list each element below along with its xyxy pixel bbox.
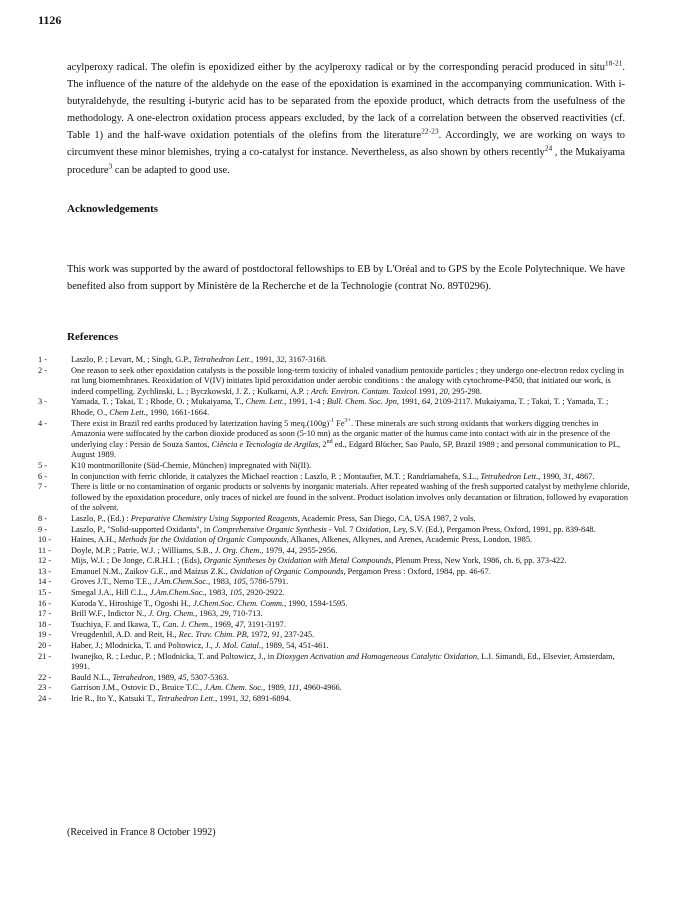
- text-run: There is little or no contamination of organic products or solvents by inorganic materials. After repeated washing of the fresh supported catalyst by methylene chloride, followed by the epoxidation procedure, only traces of nickel are found in the solvent. Product isolation involves only decantation or filtration, followed by evaporation of the solvent.: [71, 482, 630, 513]
- reference-number: 24 -: [38, 694, 52, 703]
- reference-text: [71, 472, 634, 483]
- reference-item: [38, 577, 634, 588]
- text-run: . These minerals are such strong oxidants that workers digging trenches in Amazonia were suffocated by the carbon dioxide produced as soon (5-10 mn) as the organic matter of the humus came into contact with air in the presence of the underlying clay : Persio de Souza Santos,: [71, 418, 611, 449]
- text-run: 1990, 1594-1595.: [286, 598, 348, 608]
- text-run: In conjunction with ferric chloride, it catalyzes the Michael reaction : Laszlo, P. ; Montaufier, M.T. ; Randriamahefa, S.L.,: [71, 471, 481, 481]
- reference-number: 17 -: [38, 609, 52, 619]
- reference-item: [38, 694, 634, 705]
- reference-item: [38, 620, 634, 631]
- italic-run: 31,: [563, 471, 574, 481]
- italic-run: Chem Lett.,: [109, 407, 148, 417]
- text-run: 1990, 1661-1664.: [147, 407, 210, 417]
- text-run: 1969,: [212, 619, 236, 629]
- reference-item: [38, 397, 634, 418]
- italic-run: 44,: [286, 545, 297, 555]
- text-run: ed., Edgard Blücher, Sao Paulo, SP, Brazil 1989 ; and personal communication to PL, August 1989.: [71, 439, 621, 460]
- reference-number: 15 -: [38, 588, 52, 598]
- text-run: One reason to seek other epoxidation catalysts is the possible long-term toxicity of inhaled vanadium pentoxide particles ; they undergo one-electron redox cycling in rat lung biomembranes. Reoxidation of V(IV) initiates lipid peroxidation under aerobic conditions : the analogy with cytochrome-P450, that initiated our work, is indeed compelling. Zychlinski, L. ; Byczkowski, J. Z. ; Kulkarni, A.P. ;: [71, 365, 624, 396]
- reference-item: [38, 652, 634, 673]
- text-run: 1991,: [253, 355, 277, 364]
- reference-text: [71, 461, 634, 472]
- text-run: . The influence of the nature of the aldehyde on the ease of the epoxidation is examined in the accompanying communication. With i-butyraldehyde, the resulting i-butyric acid has to be separated from the epoxide product, which detracts from the usefulness of the methodology. A one-electron oxidation process appears excluded, by the lack of a correlation between the observed reactivities (cf. Table 1) and the half-wave oxidation potentials of the olefins from the literature: [67, 62, 625, 142]
- reference-text: [71, 525, 634, 536]
- italic-run: Arch. Environ. Contam. Toxicol: [310, 386, 417, 396]
- discussion-paragraph: [67, 59, 625, 179]
- superscript: 3: [108, 161, 113, 171]
- text-run: 1991,: [217, 694, 241, 703]
- text-run: 1989,: [265, 683, 289, 693]
- reference-number: 23 -: [38, 683, 52, 693]
- reference-item: [38, 609, 634, 620]
- reference-item: [38, 514, 634, 525]
- reference-text: [71, 683, 634, 694]
- reference-item: [38, 599, 634, 610]
- italic-run: Methods for the Oxidation of Organic Compounds,: [118, 535, 289, 545]
- reference-number: 12 -: [38, 556, 52, 566]
- acknowledgements-text: This work was supported by the award of postdoctoral fellowships to EB by L'Oréal and to GPS by the Ecole Polytechnique. We have benefited also from support by Ministère de la Recherche et de la Technologie (contrat No. 89T0296).: [67, 264, 625, 293]
- text-run: 2955-2956.: [296, 545, 338, 555]
- italic-run: 32,: [276, 355, 287, 364]
- italic-run: 105,: [233, 577, 248, 587]
- text-run: Groves J.T., Nemo T.E.,: [71, 577, 154, 587]
- text-run: 2920-2922.: [244, 588, 285, 598]
- text-run: Brill W.F., Indictor N.,: [71, 609, 149, 619]
- reference-item: [38, 556, 634, 567]
- reference-item: [38, 641, 634, 652]
- reference-text: [71, 577, 634, 588]
- italic-run: J. Org. Chem.,: [148, 609, 198, 619]
- reference-text: [71, 641, 634, 652]
- reference-text: [71, 355, 634, 366]
- text-run: 2109-2117. Mukaiyama, T. ; Takai, T. ; Yamada, T. ; Rhode, O.,: [71, 397, 609, 417]
- text-run: Academic Press, San Diego, CA, USA 1987, 2 vols.: [299, 513, 476, 523]
- italic-run: Ciência e Tecnologia de Argilas,: [211, 439, 321, 449]
- italic-run: Can. J. Chem.,: [162, 619, 213, 629]
- superscript: 18-21: [604, 58, 623, 68]
- reference-number: 21 -: [38, 651, 52, 661]
- reference-text: [71, 567, 634, 578]
- reference-text: [71, 535, 634, 546]
- reference-text: [71, 397, 634, 418]
- italic-run: 20,: [439, 386, 450, 396]
- reference-number: 19 -: [38, 630, 52, 640]
- italic-run: 29,: [220, 609, 231, 619]
- text-run: 1972,: [248, 630, 272, 640]
- text-run: Emanuel N.M., Zaikov G.E., and Maizus Z.K.,: [71, 566, 230, 576]
- italic-run: J.Am.Chem.Soc.,: [153, 577, 211, 587]
- reference-item: [38, 461, 634, 472]
- reference-text: [71, 620, 634, 631]
- text-run: 1983,: [206, 588, 230, 598]
- text-run: 1989,: [155, 672, 179, 682]
- text-run: 3167-3168.: [286, 355, 327, 364]
- reference-text: [71, 366, 634, 398]
- italic-run: Dioxygen Activation and Homogeneous Catalytic Oxidation,: [276, 651, 480, 661]
- text-run: 237-245.: [282, 630, 315, 640]
- text-run: Alkanes, Alkenes, Alkynes, and Arenes, Academic Press, London, 1985.: [288, 535, 533, 545]
- reference-item: [38, 588, 634, 599]
- text-run: 5307-5363.: [188, 672, 229, 682]
- text-run: Haber, J.; Mlodnicka, T. and Poltowicz, J.,: [71, 641, 215, 651]
- reference-text: [71, 514, 634, 525]
- reference-number: 13 -: [38, 566, 52, 576]
- reference-item: [38, 366, 634, 398]
- italic-run: 111,: [288, 683, 302, 693]
- reference-number: 1 -: [38, 355, 48, 364]
- text-run: can be adapted to good use.: [112, 164, 230, 176]
- reference-number: 20 -: [38, 641, 52, 651]
- reference-number: 22 -: [38, 672, 52, 682]
- text-run: Laszlo, P., (Ed.) :: [71, 513, 131, 523]
- italic-run: 45,: [178, 672, 189, 682]
- italic-run: Tetrahedron Lett.,: [193, 355, 254, 364]
- text-run: 1983,: [210, 577, 234, 587]
- text-run: Irie R., Ito Y., Katsuki T.,: [71, 694, 158, 703]
- text-run: 295-298.: [449, 386, 482, 396]
- text-run: 1963,: [197, 609, 221, 619]
- references-heading: References: [67, 331, 119, 343]
- text-run: 710-713.: [230, 609, 263, 619]
- text-run: 2: [320, 439, 327, 449]
- italic-run: 47,: [235, 619, 246, 629]
- text-run: Garrison J.M., Ostovic D., Bruice T.C.,: [71, 683, 205, 693]
- reference-number: 11 -: [38, 545, 51, 555]
- italic-run: J.Chem.Soc. Chem. Comm.,: [193, 598, 287, 608]
- text-run: Pergamon Press : Oxford, 1984, pp. 46-67.: [345, 566, 491, 576]
- superscript: 3+: [344, 417, 351, 424]
- reference-text: [71, 546, 634, 557]
- text-run: Vreugdenhil, A.D. and Reit, H.,: [71, 630, 179, 640]
- reference-text: [71, 673, 634, 684]
- italic-run: Tetrahedron Lett.,: [157, 694, 218, 703]
- text-run: Fe: [334, 418, 345, 428]
- reference-number: 9 -: [38, 524, 48, 534]
- page-number: 1126: [38, 13, 62, 27]
- reference-number: 18 -: [38, 619, 52, 629]
- text-run: There exist in Brazil red earths produced by laterization having 5 meq.(100g): [71, 418, 330, 428]
- italic-run: Chem. Lett.,: [245, 397, 287, 407]
- text-run: 1990,: [540, 471, 564, 481]
- italic-run: J. Mol. Catal.,: [214, 641, 264, 651]
- reference-number: 8 -: [38, 513, 48, 523]
- reference-item: [38, 419, 634, 461]
- text-run: 3191-3197.: [245, 619, 286, 629]
- reference-number: 5 -: [38, 460, 48, 470]
- reference-number: 4 -: [38, 418, 48, 428]
- italic-run: J.Am. Chem. Soc.,: [204, 683, 266, 693]
- reference-number: 7 -: [38, 482, 48, 492]
- text-run: Smegal J.A., Hill C.L.,: [71, 588, 150, 598]
- reference-number: 16 -: [38, 598, 52, 608]
- italic-run: Oxidation of Organic Compounds,: [229, 566, 346, 576]
- italic-run: Comprehensive Organic Synthesis: [212, 524, 327, 534]
- reference-item: [38, 525, 634, 536]
- italic-run: J. Org. Chem.,: [214, 545, 264, 555]
- reference-item: [38, 355, 634, 366]
- reference-text: [71, 609, 634, 620]
- text-run: 6891-6894.: [250, 694, 291, 703]
- text-run: Ley, S.V. (Ed.), Pergamon Press, Oxford, 1991, pp. 839-848.: [390, 524, 596, 534]
- text-run: Yamada, T. ; Takai, T. ; Rhode, O. ; Mukaiyama, T.,: [71, 397, 246, 407]
- reference-item: [38, 482, 634, 514]
- italic-run: Organic Syntheses by Oxidation with Metal Compounds,: [203, 556, 394, 566]
- text-run: 1991, 1-4 ;: [286, 397, 327, 407]
- reference-number: 2 -: [38, 365, 48, 375]
- reference-text: [71, 652, 634, 673]
- text-run: 4960-4966.: [301, 683, 342, 693]
- text-run: - Vol. 7: [326, 524, 356, 534]
- italic-run: 32,: [240, 694, 251, 703]
- reference-list: [38, 355, 634, 705]
- italic-run: 64,: [421, 397, 433, 407]
- reference-number: 6 -: [38, 471, 48, 481]
- text-run: 5786-5791.: [247, 577, 289, 587]
- acknowledgements-heading: Acknowledgements: [67, 203, 159, 215]
- reference-item: [38, 535, 634, 546]
- text-run: 1989, 54, 451-461.: [263, 641, 329, 651]
- reference-text: [71, 599, 634, 610]
- reference-text: [71, 630, 634, 641]
- text-run: L.I. Simandi, Ed., Elsevier, Amsterdam, 1991.: [71, 651, 615, 672]
- text-run: Tsuchiya, F. and Ikawa, T.,: [71, 619, 163, 629]
- text-run: 1991,: [398, 397, 422, 407]
- text-run: Mijs, W.J. ; De Jonge, C.R.H.I. ; (Eds),: [71, 556, 204, 566]
- text-run: 4867.: [573, 471, 595, 481]
- reference-number: 3 -: [38, 397, 48, 407]
- reference-text: [71, 419, 634, 461]
- text-run: , the Mukaiyama procedure: [67, 147, 626, 176]
- text-run: 1979,: [263, 545, 287, 555]
- text-run: Doyle, M.P. ; Patrie, W.J. ; Williams, S.B.,: [71, 545, 215, 555]
- italic-run: Tetrahedron,: [112, 672, 156, 682]
- reference-item: [38, 673, 634, 684]
- superscript: 24: [544, 144, 553, 153]
- italic-run: Preparative Chemistry Using Supported Reagents,: [130, 513, 300, 523]
- italic-run: Bull. Chem. Soc. Jpn,: [326, 397, 399, 407]
- italic-run: 105,: [229, 588, 245, 598]
- reference-item: [38, 567, 634, 578]
- text-run: Laszlo, P., "Solid-supported Oxidants", in: [71, 524, 213, 534]
- italic-run: 91,: [271, 630, 283, 640]
- text-run: Plenum Press, New York, 1986, ch. 6, pp. 373-422.: [393, 556, 567, 566]
- italic-run: Tetrahedron Lett.,: [480, 471, 541, 481]
- reference-number: 10 -: [38, 535, 52, 545]
- italic-run: J.Am.Chem.Soc.,: [149, 588, 207, 598]
- received-date: (Received in France 8 October 1992): [67, 827, 216, 838]
- reference-item: [38, 630, 634, 641]
- text-run: Laszlo, P. ; Levart, M. ; Singh, G.P.,: [71, 355, 194, 364]
- text-run: 1991,: [416, 386, 440, 396]
- text-run: acylperoxy radical. The olefin is epoxidized either by the acylperoxy radical or by the corresponding peracid produced in situ: [67, 62, 605, 73]
- text-run: K10 montmorillonite (Süd-Chemie, München) impregnated with Ni(II).: [71, 460, 312, 470]
- text-run: . Accordingly, we are working on ways to circumvent these minor blemishes, trying a co-catalyst for instance. Nevertheless, as also shown by others recently: [67, 130, 625, 159]
- superscript: 22-23: [421, 126, 439, 136]
- reference-item: [38, 683, 634, 694]
- text-run: Haines, A.H.,: [71, 535, 119, 545]
- italic-run: Oxidation,: [355, 524, 391, 534]
- reference-text: [71, 588, 634, 599]
- italic-run: Rec. Trav. Chim. PB,: [178, 630, 249, 640]
- reference-item: [38, 472, 634, 483]
- text-run: Kuroda Y., Hiroshige T., Ogoshi H.,: [71, 598, 194, 608]
- reference-item: [38, 546, 634, 557]
- reference-text: [71, 556, 634, 567]
- text-run: Iwanejko, R. ; Leduc, P. ; Mlodnicka, T. and Poltowicz, J., in: [71, 651, 277, 661]
- text-run: Bauld N.L.,: [71, 672, 113, 682]
- reference-text: [71, 694, 634, 705]
- reference-number: 14 -: [38, 577, 52, 587]
- superscript: -1: [329, 417, 335, 424]
- reference-text: [71, 482, 634, 514]
- superscript: nd: [326, 438, 333, 445]
